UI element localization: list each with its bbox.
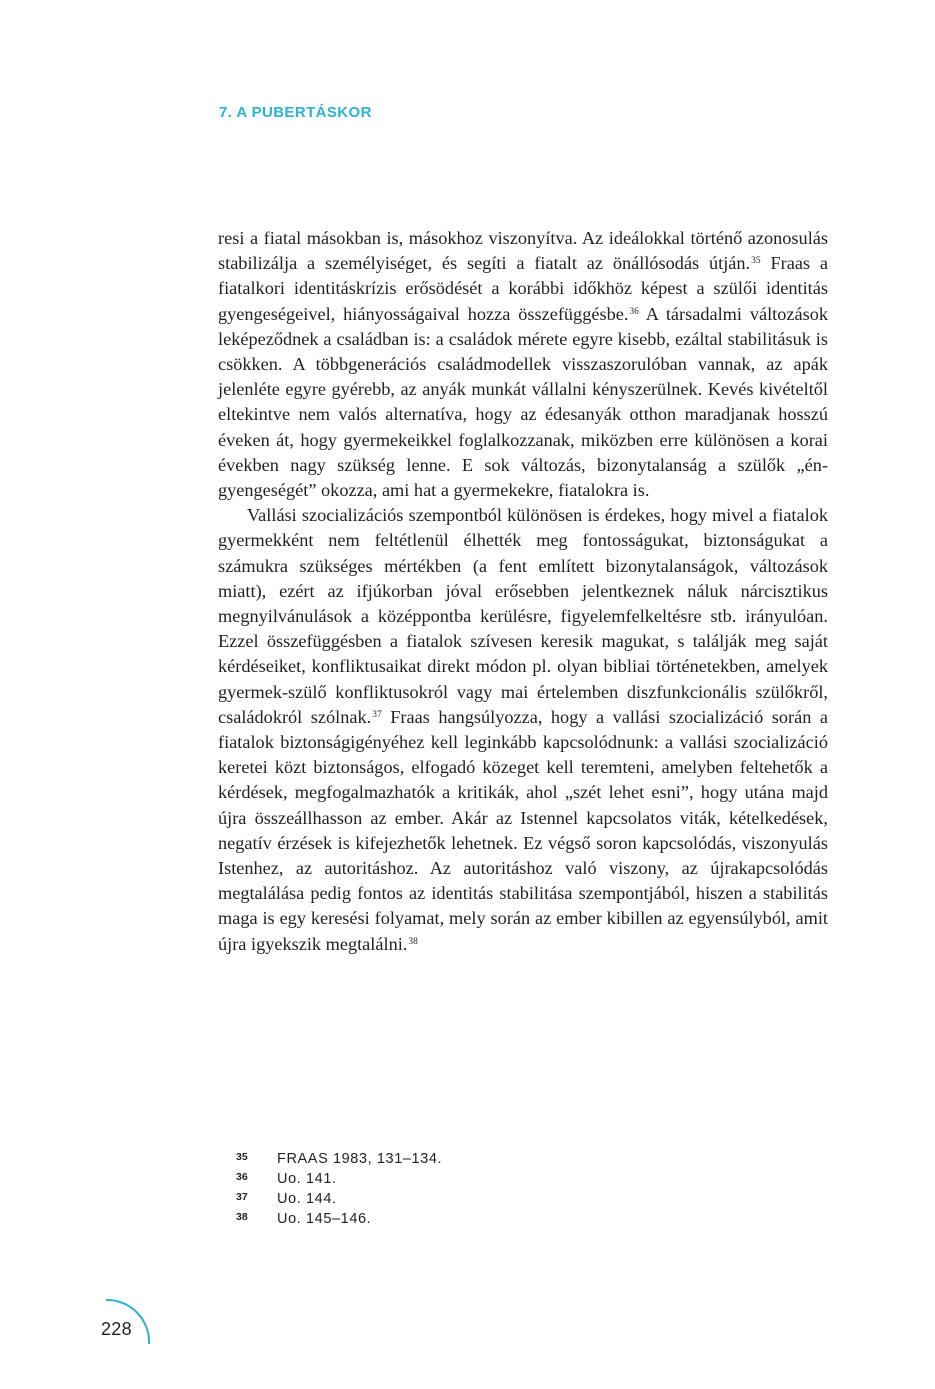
footnote-ref-35: 35 — [751, 256, 761, 267]
paragraph-1-text-2: Fraas a fiatalkori identitáskrízis erősödését a korábbi időkhöz képest a szülői identitás gyengeségeivel, hiányosságaival hozza összefüggésbe. — [218, 253, 828, 324]
footnote-ref-38: 38 — [408, 936, 418, 947]
footnote-ref-36: 36 — [629, 306, 639, 317]
footnote-text: Uo. 144. — [277, 1191, 337, 1207]
paragraph-1-text-1: resi a fiatal másokban is, másokhoz viszonyítva. Az ideálokkal történő azonosulás stabilizálja a személyiséget, és segíti a fiatalt az önállósodás útján. — [218, 228, 828, 274]
body-text — [218, 226, 828, 957]
footnote-text: Uo. 145–146. — [277, 1211, 372, 1227]
footnote-number: 38 — [236, 1211, 248, 1223]
paragraph-2-text-2: Fraas hangsúlyozza, hogy a vallási szocializáció során a fiatalok biztonságigényéhez kell leginkább kapcsolódnunk: a vallási szocializáció keretei közt biztonságos, elfogadó közeget kell teremteni, amelyben feltehetők a kérdések, megfogalmazhatók a kritikák, ahol „szét lehet esni”, hogy utána majd újra összeállhasson az ember. Akár az Istennel kapcsolatos viták, kételkedések, negatív érzések is kifejezhetők lehetnek. Ez végső soron kapcsolódás, viszonyulás Istenhez, az autoritáshoz. Az autoritáshoz való viszony, az újrakapcsolódás megtalálása pedig fontos az identitás stabilitása szempontjából, hiszen a stabilitás maga is egy keresési folyamat, mely során az ember kibillen az egyensúlyból, amit újra igyekszik megtalálni. — [218, 706, 829, 954]
footnote — [236, 1190, 442, 1210]
paragraph-2 — [218, 503, 828, 957]
footnote-number: 35 — [236, 1151, 248, 1163]
footnotes — [236, 1150, 442, 1230]
footnote — [236, 1210, 442, 1230]
footnote-number: 37 — [236, 1191, 248, 1203]
footnote-number: 36 — [236, 1171, 248, 1183]
paragraph-1-text-3: A társadalmi változások leképeződnek a családban is: a családok mérete egyre kisebb, ezáltal stabilitásuk is csökken. A többgenerációs családmodellek visszaszorulóban vannak, az apák jelenléte egyre gyérebb, az anyák munkát vállalni kényszerülnek. Kevés kivételtől eltekintve nem valós alternatíva, hogy az édesanyák otthon maradjanak hosszú éveken át, hogy gyermekeikkel foglalkozzanak, miközben erre különösen a korai években nagy szükség lenne. E sok változás, bizonytalanság a szülők „én-gyengeségét” okozza, ami hat a gyermekekre, fiatalokra is. — [218, 303, 828, 501]
running-head: 7. A PUBERTÁSKOR — [219, 104, 372, 121]
footnote-text: Uo. 141. — [277, 1171, 337, 1187]
footnote-ref-37: 37 — [372, 709, 382, 720]
paragraph-2-text-1: Vallási szocializációs szempontból különösen is érdekes, hogy mivel a fiatalok gyermekként nem feltétlenül élhették meg fontosságukat, biztonságukat a számukra szükséges mértékben (a fent említett bizonytalanságok, változások miatt), ezért az ifjúkorban jóval erősebben jelentkeznek náluk nárcisztikus megnyilvánulások a középpontba kerülésre, figyelemfelkeltésre stb. irányulóan. Ezzel összefüggésben a fiatalok szívesen keresik magukat, s találják meg saját kérdéseiket, konfliktusaikat direkt módon pl. olyan bibliai történetekben, amelyek gyermek-szülő konfliktusokról vagy mai értelemben diszfunkcionális szülőkről, családokról szólnak. — [218, 505, 828, 727]
paragraph-1 — [218, 226, 828, 503]
footnote-text: FRAAS 1983, 131–134. — [277, 1151, 443, 1167]
footnote — [236, 1170, 442, 1190]
footnote — [236, 1150, 442, 1170]
page-number: 228 — [101, 1319, 132, 1339]
